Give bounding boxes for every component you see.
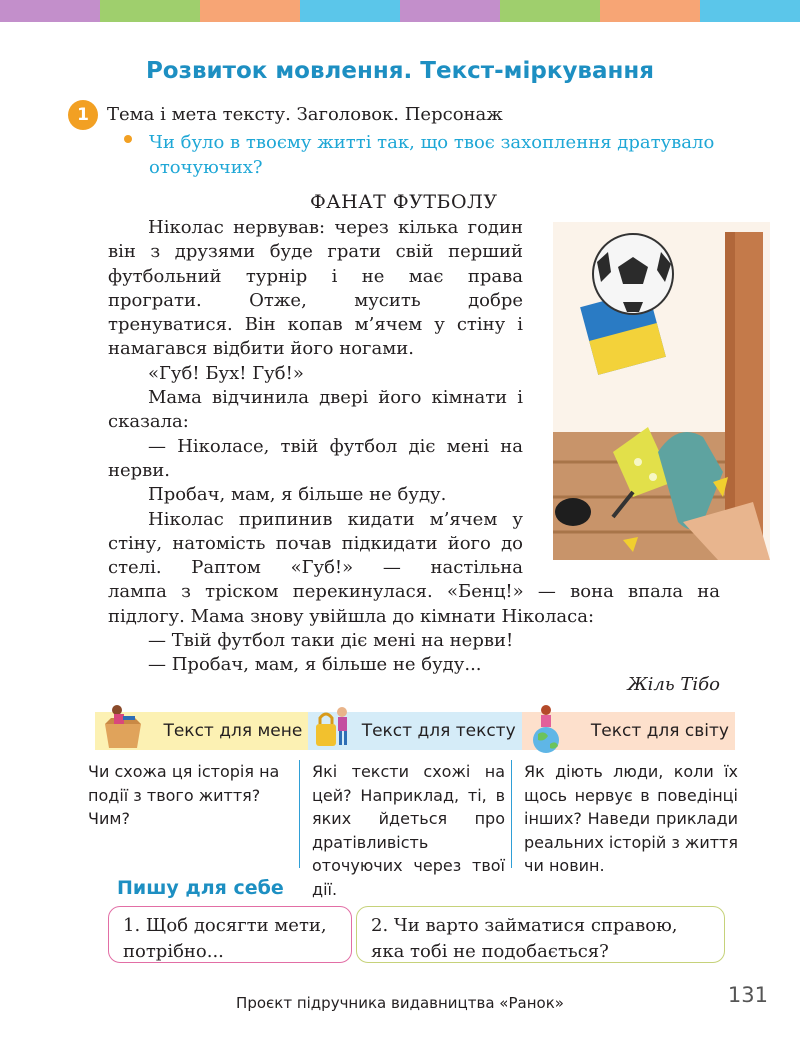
tab-text-for-world (522, 712, 735, 750)
stripe-segment (400, 0, 500, 22)
writing-prompt-2: 2. Чи варто займатися справою, яка тобі не подобається? (356, 906, 725, 963)
story-paragraph: — Пробач, мам, я більше не буду... (148, 654, 482, 676)
task-heading: Тема і мета тексту. Заголовок. Персонаж (107, 104, 503, 125)
story-paragraph: — Ніколасе, твій футбол діє мені на нерви. (108, 435, 523, 481)
story-paragraph: Ніколас припинив кидати м’ячем у стіну, натомість почав підкидати його до стелі. Раптом «Губ!» — настільна (108, 508, 523, 579)
story-paragraph: Мама відчинила двері його кімнати і сказала: (108, 387, 523, 433)
reading-tabs (95, 712, 735, 750)
task-number-badge: 1 (68, 100, 98, 130)
task-question: Чи було в твоєму житті так, що твоє захоплення дратувало оточуючих? (149, 132, 715, 178)
page-title: Розвиток мовлення. Текст-міркування (145, 58, 655, 84)
story-paragraph: Ніколас нервував: через кілька годин він з друзями буде грати свій перший футбольний турнір і не має права програти. Отже, мусить добре тренуватися. Він копав м’ячем у стіну і намагався відбити його ногами. (108, 217, 523, 360)
stripe-segment (500, 0, 600, 22)
story-title: ФАНАТ ФУТБОЛУ (310, 191, 498, 213)
column-text-for-world: Як діють люди, коли їх щось нервує в поведінці інших? Наведи приклади реальних історій з життя чи новин. (524, 762, 738, 875)
column-text-for-text: Які тексти схожі на цей? Наприклад, ті, в яких йдеться про дратівливість оточуючих через твої дії. (300, 760, 512, 868)
story-paragraph: Пробач, мам, я більше не буду. (148, 484, 447, 506)
stripe-segment (100, 0, 200, 22)
top-color-stripe (0, 0, 800, 22)
stripe-segment (700, 0, 800, 22)
stripe-segment (300, 0, 400, 22)
tab-text-for-text (308, 712, 521, 750)
write-for-self-title: Пишу для себе (117, 877, 284, 899)
stripe-segment (0, 0, 100, 22)
tab-text-for-me (95, 712, 308, 750)
story-paragraph: «Губ! Бух! Губ!» (148, 362, 304, 384)
story-paragraph: — Твій футбол таки діє мені на нерви! (148, 630, 514, 652)
girl-on-globe-icon (524, 702, 568, 754)
boy-with-key-icon (310, 702, 356, 750)
column-text-for-me: Чи схожа ця історія на події з твого життя? Чим? (88, 760, 300, 868)
story-paragraph: лампа з тріском перекинулася. «Бенц!» — вона впала на підлогу. Мама знову увійшла до кімнати Ніколаса: (108, 581, 720, 627)
footer-publisher: Проєкт підручника видавництва «Ранок» (236, 994, 564, 1012)
tab-label: Текст для світу (590, 721, 729, 741)
writing-prompt-1: 1. Щоб досягти мети, потрібно... (108, 906, 352, 963)
tab-label: Текст для тексту (361, 721, 516, 741)
page-number: 131 (727, 983, 768, 1007)
tab-label: Текст для мене (163, 721, 303, 741)
stripe-segment (200, 0, 300, 22)
bullet-dot-icon (124, 135, 132, 143)
football-illustration (553, 222, 770, 560)
story-author: Жіль Тібо (627, 674, 720, 695)
girl-on-box-icon (97, 702, 147, 750)
stripe-segment (600, 0, 700, 22)
